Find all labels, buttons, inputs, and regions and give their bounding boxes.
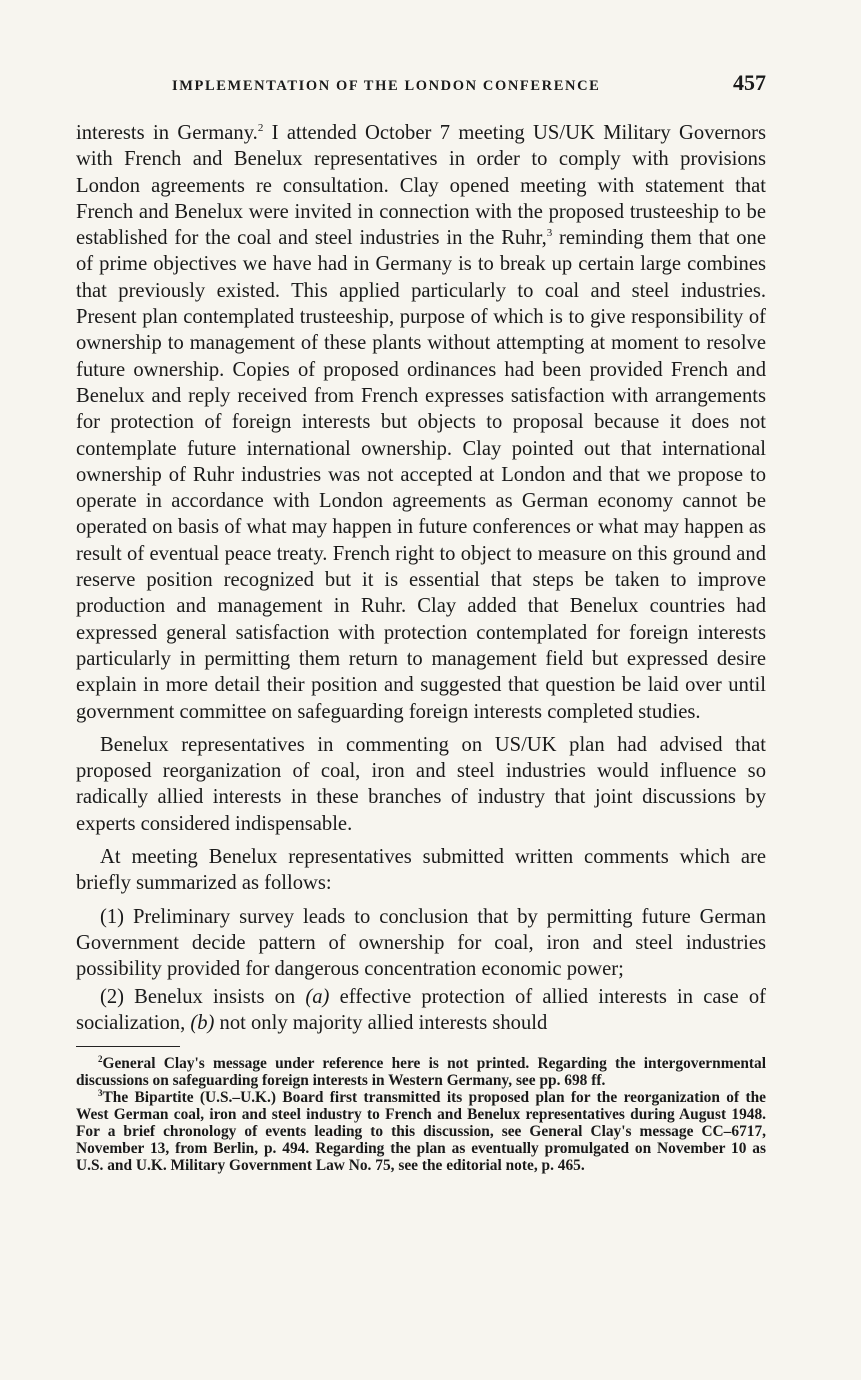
paragraph-1: interests in Germany.$^2$ I attended October 7 meeting US/UK Military Governors with French and Benelux representatives in order to comply with provisions London agreements re consultation. Clay opened meeting with statement that French and Benelux were invited in connection with the proposed trusteeship to be established for the coal and steel industries in the Ruhr,$^3$ reminding them that one of prime objectives we have had in Germany is to break up certain large combines that previously existed. This applied particularly to coal and steel industries. Present plan contemplated trusteeship, purpose of which is to give responsibility of ownership to management of these plants without attempting at moment to resolve future ownership. Copies of proposed ordinances had been provided French and Benelux and reply received from French expresses satisfaction with arrangements for protection of foreign interests but objects to proposal because it does not contemplate future international ownership. Clay pointed out that international ownership of Ruhr industries was not accepted at London and that we propose to operate in accordance with London agreements as German economy cannot be operated on basis of what may happen in future conferences or what may happen as result of eventual peace treaty. French right to object to measure on this ground and reserve position recognized but it is essential that steps be taken to improve production and management in Ruhr. Clay added that Benelux countries had expressed general satisfaction with protection contemplated for foreign interests particularly in permitting them return to management field but expressed desire explain in more detail their position and suggested that question be laid over until government committee on safeguarding foreign interests completed studies. xyxy=(76,122,766,723)
body-text xyxy=(76,120,766,1036)
footnote-2: $^2$General Clay's message under reference here is not printed. Regarding the intergovernmental discussions on safeguarding foreign interests in Western Germany, see pp. 698 ff. xyxy=(76,1053,766,1090)
footnote-ref-2: 2 xyxy=(257,122,264,135)
paragraph-5: (2) Benelux insists on (a) effective protection of allied interests in case of socialization, (b) not only majority allied interests should xyxy=(76,985,766,1034)
page-header xyxy=(76,70,766,106)
paragraph-3: At meeting Benelux representatives submitted written comments which are briefly summarized as follows: xyxy=(76,846,766,895)
footnote-divider xyxy=(76,1046,180,1047)
paragraph-4: (1) Preliminary survey leads to conclusion that by permitting future German Government decide pattern of ownership for coal, iron and steel industries possibility provided for dangerous concentration economic power; xyxy=(76,905,766,981)
paragraph-2: Benelux representatives in commenting on US/UK plan had advised that proposed reorganization of coal, iron and steel industries would influence so radically allied interests in these branches of industry that joint discussions by experts considered indispensable. xyxy=(76,733,766,835)
running-head: IMPLEMENTATION OF THE LONDON CONFERENCE xyxy=(172,78,601,94)
footnote-3: $^3$The Bipartite (U.S.–U.K.) Board first transmitted its proposed plan for the reorganization of the West German coal, iron and steel industry to French and Benelux representatives during August 1948. For a brief chronology of events leading to this discussion, see General Clay's message CC–6717, November 13, from Berlin, p. 494. Regarding the plan as eventually promulgated on November 10 as U.S. and U.K. Military Government Law No. 75, see the editorial note, p. 465. xyxy=(76,1087,766,1175)
document-page xyxy=(76,70,766,1174)
footnotes xyxy=(76,1055,766,1174)
page-number: 457 xyxy=(733,70,766,95)
footnote-ref-3: 3 xyxy=(546,227,553,240)
